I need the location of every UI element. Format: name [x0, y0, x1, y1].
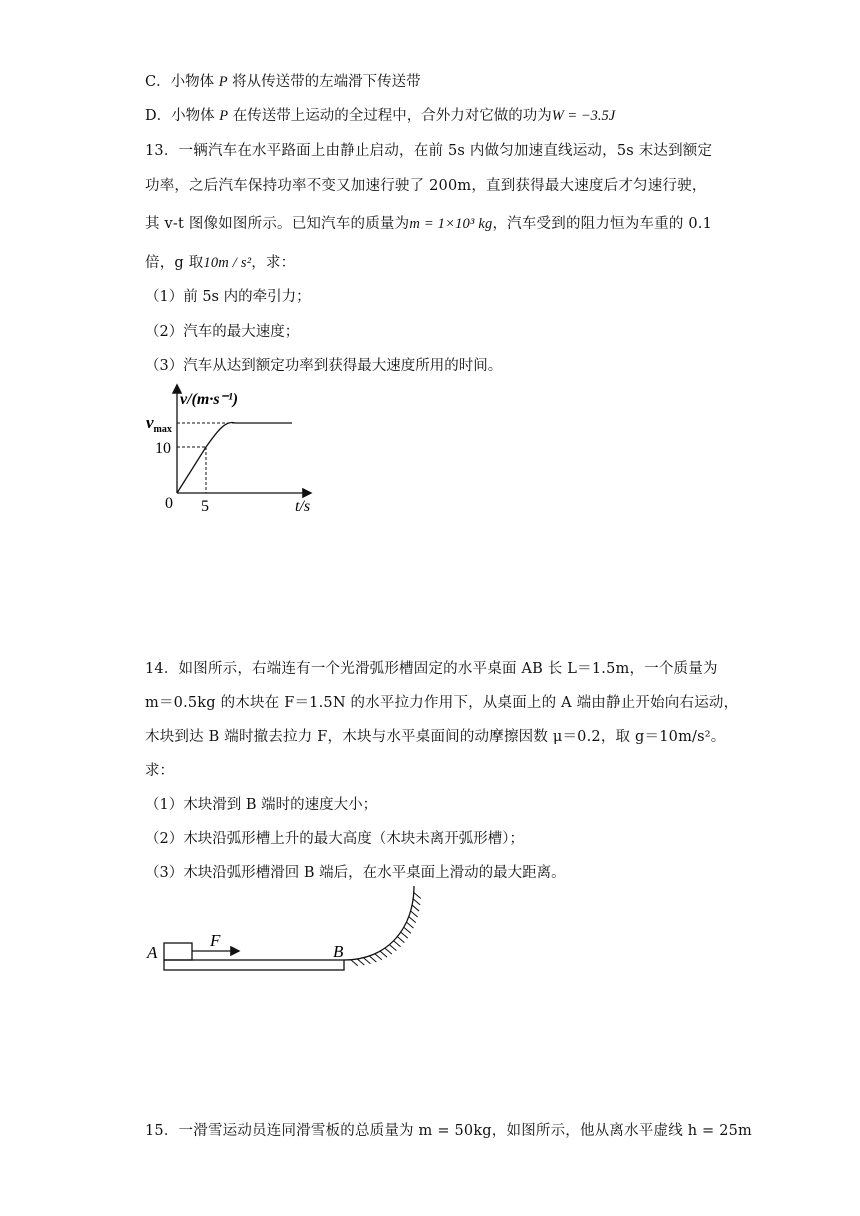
mass-formula: m = 1×10³ kg: [409, 216, 493, 232]
q14-sub-3: （3）木块沿弧形槽滑回 B 端后，在水平桌面上滑动的最大距离。: [145, 865, 566, 881]
tick-10: 10: [155, 440, 171, 457]
q13-line-4: 倍，g 取10m / s²，求：: [145, 255, 296, 271]
label-b: B: [333, 942, 344, 961]
x-axis-label: t/s: [295, 498, 311, 515]
q14-line-2: m＝0.5kg 的木块在 F＝1.5N 的水平拉力作用下，从桌面上的 A 端由静止开始向右运动，: [145, 695, 739, 711]
option-d: D．小物体 P 在传送带上运动的全过程中，合外力对它做的功为W = −3.5J: [145, 108, 616, 124]
table-arc-figure: [140, 880, 440, 980]
q13-sub-1: （1）前 5s 内的牵引力；: [145, 289, 311, 305]
q13-line-2: 功率，之后汽车保持功率不变又加速行驶了 200m，直到获得最大速度后才匀速行驶，: [145, 178, 707, 194]
vt-curve: [177, 422, 292, 493]
q14-line-1: 14．如图所示，右端连有一个光滑弧形槽固定的水平桌面 AB 长 L＝1.5m，一个质量为: [145, 661, 718, 677]
tabletop: [164, 960, 344, 970]
q14-sub-2: （2）木块沿弧形槽上升的最大高度（木块未离开弧形槽）；: [145, 831, 524, 847]
label-a: A: [147, 943, 158, 962]
q13-sub-2: （2）汽车的最大速度；: [145, 324, 300, 340]
y-axis-label: v/(m·s⁻¹): [180, 391, 239, 408]
vmax-label: $v_{max}$: [146, 413, 172, 435]
q14-sub-1: （1）木块滑到 B 端时的速度大小；: [145, 797, 378, 813]
g-formula: 10m / s²: [203, 255, 252, 271]
q13-line-1: 13．一辆汽车在水平路面上由静止启动，在前 5s 内做匀加速直线运动，5s 末达到额定: [145, 143, 713, 159]
q13-line-3: 其 v-t 图像如图所示。已知汽车的质量为m = 1×10³ kg，汽车受到的阻力恒为车重的 0.1: [145, 216, 713, 232]
label-f: F: [210, 931, 221, 950]
arc-hatching: [351, 893, 421, 966]
option-c: C．小物体 P 将从传送带的左端滑下传送带: [145, 74, 421, 90]
q14-line-4: 求：: [145, 763, 174, 779]
q14-line-3: 木块到达 B 端时撤去拉力 F，木块与水平桌面间的动摩擦因数 μ＝0.2，取 g＝10m/s²。: [145, 729, 726, 745]
vt-graph: [140, 380, 340, 520]
q13-sub-3: （3）汽车从达到额定功率到获得最大速度所用的时间。: [145, 358, 503, 374]
wood-block: [164, 943, 192, 960]
arc-groove: [344, 886, 414, 960]
q15-line-1: 15．一滑雪运动员连同滑雪板的总质量为 m = 50kg，如图所示，他从离水平虚线 h = 25m: [145, 1123, 753, 1139]
tick-5: 5: [201, 498, 209, 515]
origin-label: 0: [165, 495, 173, 512]
